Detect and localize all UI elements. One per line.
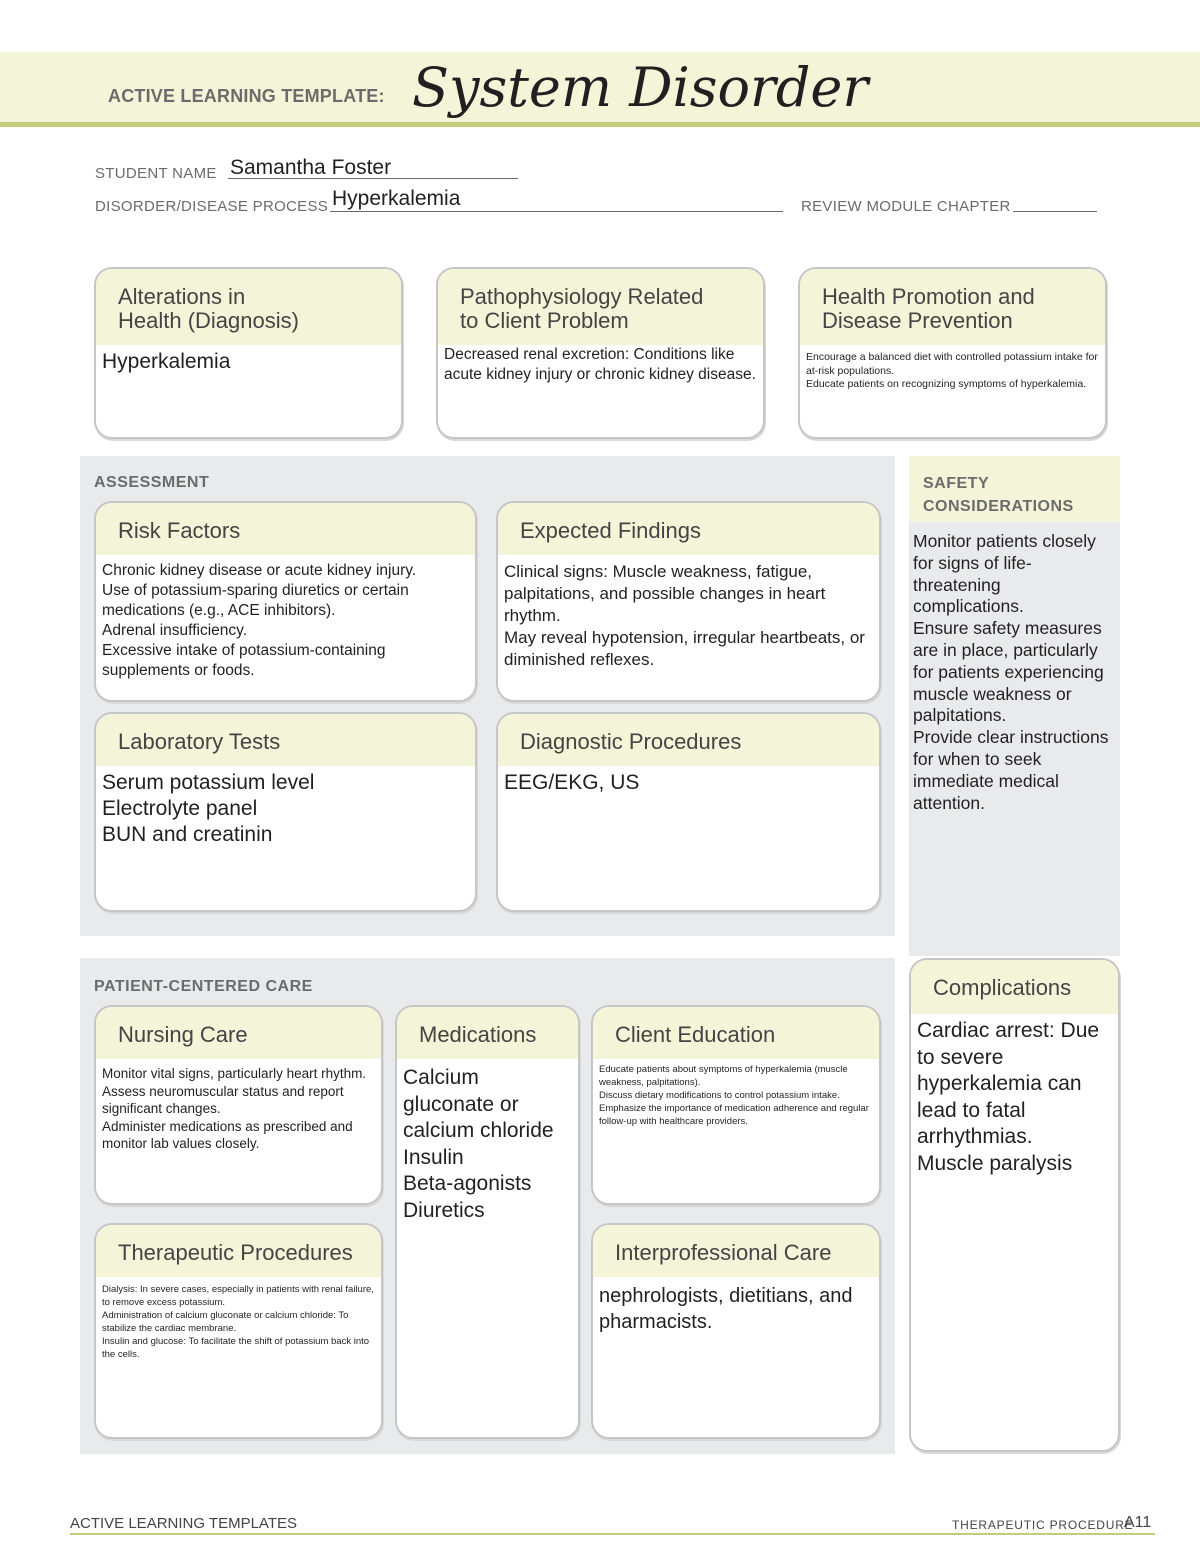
header-rule xyxy=(0,122,1200,127)
medication-line: Calcium gluconate or calcium chloride xyxy=(403,1066,554,1142)
medication-line: Diuretics xyxy=(403,1198,485,1222)
assessment-section-label: ASSESSMENT xyxy=(94,474,210,491)
complication-line: Muscle paralysis xyxy=(917,1151,1073,1175)
footer-left-label: ACTIVE LEARNING TEMPLATES xyxy=(70,1515,297,1532)
diagnostic-procedures-body: EEG/EKG, US xyxy=(504,771,640,794)
interprofessional-care-body: nephrologists, dietitians, and pharmacists. xyxy=(599,1285,853,1333)
patient-centered-care-label: PATIENT-CENTERED CARE xyxy=(94,978,313,995)
nursing-care-line: Administer medications as prescribed and monitor lab values closely. xyxy=(102,1118,353,1151)
interprofessional-care-card-header: Interprofessional Care xyxy=(593,1225,879,1277)
alterations-body: Hyperkalemia xyxy=(102,350,231,373)
health-promotion-title-line2: Disease Prevention xyxy=(822,308,1013,333)
health-promotion-body xyxy=(800,345,1105,392)
risk-factor-line: Chronic kidney disease or acute kidney injury. xyxy=(102,562,417,579)
medication-line: Insulin xyxy=(403,1145,464,1169)
laboratory-tests-card-header: Laboratory Tests xyxy=(96,714,475,766)
interprofessional-care-card xyxy=(591,1223,881,1439)
risk-factor-line: Use of potassium-sparing diuretics or certain medications (e.g., ACE inhibitors). xyxy=(102,582,409,619)
laboratory-tests-card xyxy=(94,712,477,912)
student-name-field[interactable]: Samantha Foster xyxy=(230,156,392,179)
complications-card-header: Complications xyxy=(911,960,1118,1014)
client-education-line: Emphasize the importance of medication adherence and regular follow-up with healthcare providers. xyxy=(599,1103,869,1127)
disorder-label: DISORDER/DISEASE PROCESS xyxy=(95,198,329,215)
client-education-card xyxy=(591,1005,881,1205)
complications-card xyxy=(909,958,1120,1452)
template-title: System Disorder xyxy=(412,56,869,119)
safety-title-line1: SAFETY xyxy=(923,475,990,492)
lab-test-line: BUN and creatinin xyxy=(102,823,273,846)
risk-factor-line: Adrenal insufficiency. xyxy=(102,622,248,639)
nursing-care-card xyxy=(94,1005,383,1205)
therapeutic-procedure-line: Administration of calcium gluconate or calcium chloride: To stabilize the cardiac membrane. xyxy=(102,1310,349,1334)
pathophysiology-title-line1: Pathophysiology Related xyxy=(460,284,704,309)
disorder-line xyxy=(330,211,783,212)
alterations-card-header xyxy=(96,269,401,345)
expected-findings-body xyxy=(498,555,879,671)
safety-line: Provide clear instructions for when to seek immediate medical attention. xyxy=(913,727,1109,813)
footer-rule xyxy=(70,1533,1155,1535)
complication-line: Cardiac arrest: Due to severe hyperkalemia can lead to fatal arrhythmias. xyxy=(917,1019,1100,1148)
alterations-title-line1: Alterations in xyxy=(118,284,246,309)
therapeutic-procedures-card xyxy=(94,1223,383,1439)
disorder-field[interactable]: Hyperkalemia xyxy=(332,187,461,210)
laboratory-tests-body xyxy=(96,766,475,848)
medication-line: Beta-agonists xyxy=(403,1172,532,1195)
nursing-care-body xyxy=(96,1059,381,1153)
pathophysiology-card xyxy=(436,267,765,439)
health-promotion-line: Educate patients on recognizing symptoms of hyperkalemia. xyxy=(806,378,1087,390)
safety-line: Monitor patients closely for signs of life-threatening complications. xyxy=(913,531,1096,617)
footer-page-number: A11 xyxy=(1124,1514,1152,1531)
pathophysiology-card-header xyxy=(438,269,763,345)
risk-factors-card xyxy=(94,501,477,702)
client-education-line: Educate patients about symptoms of hyperkalemia (muscle weakness, palpitations). xyxy=(599,1064,848,1088)
risk-factors-card-header: Risk Factors xyxy=(96,503,475,555)
client-education-body xyxy=(593,1059,879,1128)
review-module-label: REVIEW MODULE CHAPTER xyxy=(801,198,1011,215)
review-module-line xyxy=(1013,211,1097,212)
alterations-card xyxy=(94,267,403,439)
health-promotion-line: Encourage a balanced diet with controlled potassium intake for at-risk populations. xyxy=(806,351,1098,377)
health-promotion-card-header xyxy=(800,269,1105,345)
expected-finding-line: Clinical signs: Muscle weakness, fatigue, palpitations, and possible changes in heart rhythm. xyxy=(504,562,826,625)
safety-line: Ensure safety measures are in place, particularly for patients experiencing muscle weakness or palpitations. xyxy=(913,618,1104,726)
expected-finding-line: May reveal hypotension, irregular heartbeats, or diminished reflexes. xyxy=(504,628,865,669)
nursing-care-line: Monitor vital signs, particularly heart rhythm. xyxy=(102,1066,367,1081)
risk-factors-body xyxy=(96,555,475,681)
safety-considerations-body xyxy=(913,531,1113,814)
medications-body xyxy=(397,1059,578,1224)
lab-test-line: Serum potassium level xyxy=(102,771,315,794)
client-education-card-header: Client Education xyxy=(593,1007,879,1059)
alterations-title-line2: Health (Diagnosis) xyxy=(118,308,299,333)
template-kicker: ACTIVE LEARNING TEMPLATE: xyxy=(108,86,385,106)
lab-test-line: Electrolyte panel xyxy=(102,797,258,820)
diagnostic-procedures-card xyxy=(496,712,881,912)
pathophysiology-title-line2: to Client Problem xyxy=(460,308,629,333)
pathophysiology-body: Decreased renal excretion: Conditions like acute kidney injury or chronic kidney disease. xyxy=(444,346,756,383)
footer-right-label: THERAPEUTIC PROCEDURE xyxy=(952,1518,1134,1532)
nursing-care-line: Assess neuromuscular status and report significant changes. xyxy=(102,1083,344,1116)
health-promotion-title-line1: Health Promotion and xyxy=(822,284,1035,309)
safety-considerations-title xyxy=(923,472,1113,518)
therapeutic-procedure-line: Insulin and glucose: To facilitate the shift of potassium back into the cells. xyxy=(102,1336,370,1360)
client-education-line: Discuss dietary modifications to control potassium intake. xyxy=(599,1090,840,1101)
diagnostic-procedures-card-header: Diagnostic Procedures xyxy=(498,714,879,766)
medications-card-header: Medications xyxy=(397,1007,578,1059)
risk-factor-line: Excessive intake of potassium-containing supplements or foods. xyxy=(102,642,386,679)
medications-card xyxy=(395,1005,580,1439)
complications-body xyxy=(911,1014,1118,1177)
expected-findings-card-header: Expected Findings xyxy=(498,503,879,555)
expected-findings-card xyxy=(496,501,881,702)
health-promotion-card xyxy=(798,267,1107,439)
student-name-label: STUDENT NAME xyxy=(95,165,217,182)
therapeutic-procedures-body xyxy=(96,1277,381,1361)
safety-title-line2: CONSIDERATIONS xyxy=(923,498,1074,515)
nursing-care-card-header: Nursing Care xyxy=(96,1007,381,1059)
therapeutic-procedures-card-header: Therapeutic Procedures xyxy=(96,1225,381,1277)
therapeutic-procedure-line: Dialysis: In severe cases, especially in patients with renal failure, to remove excess potassium. xyxy=(102,1284,374,1308)
